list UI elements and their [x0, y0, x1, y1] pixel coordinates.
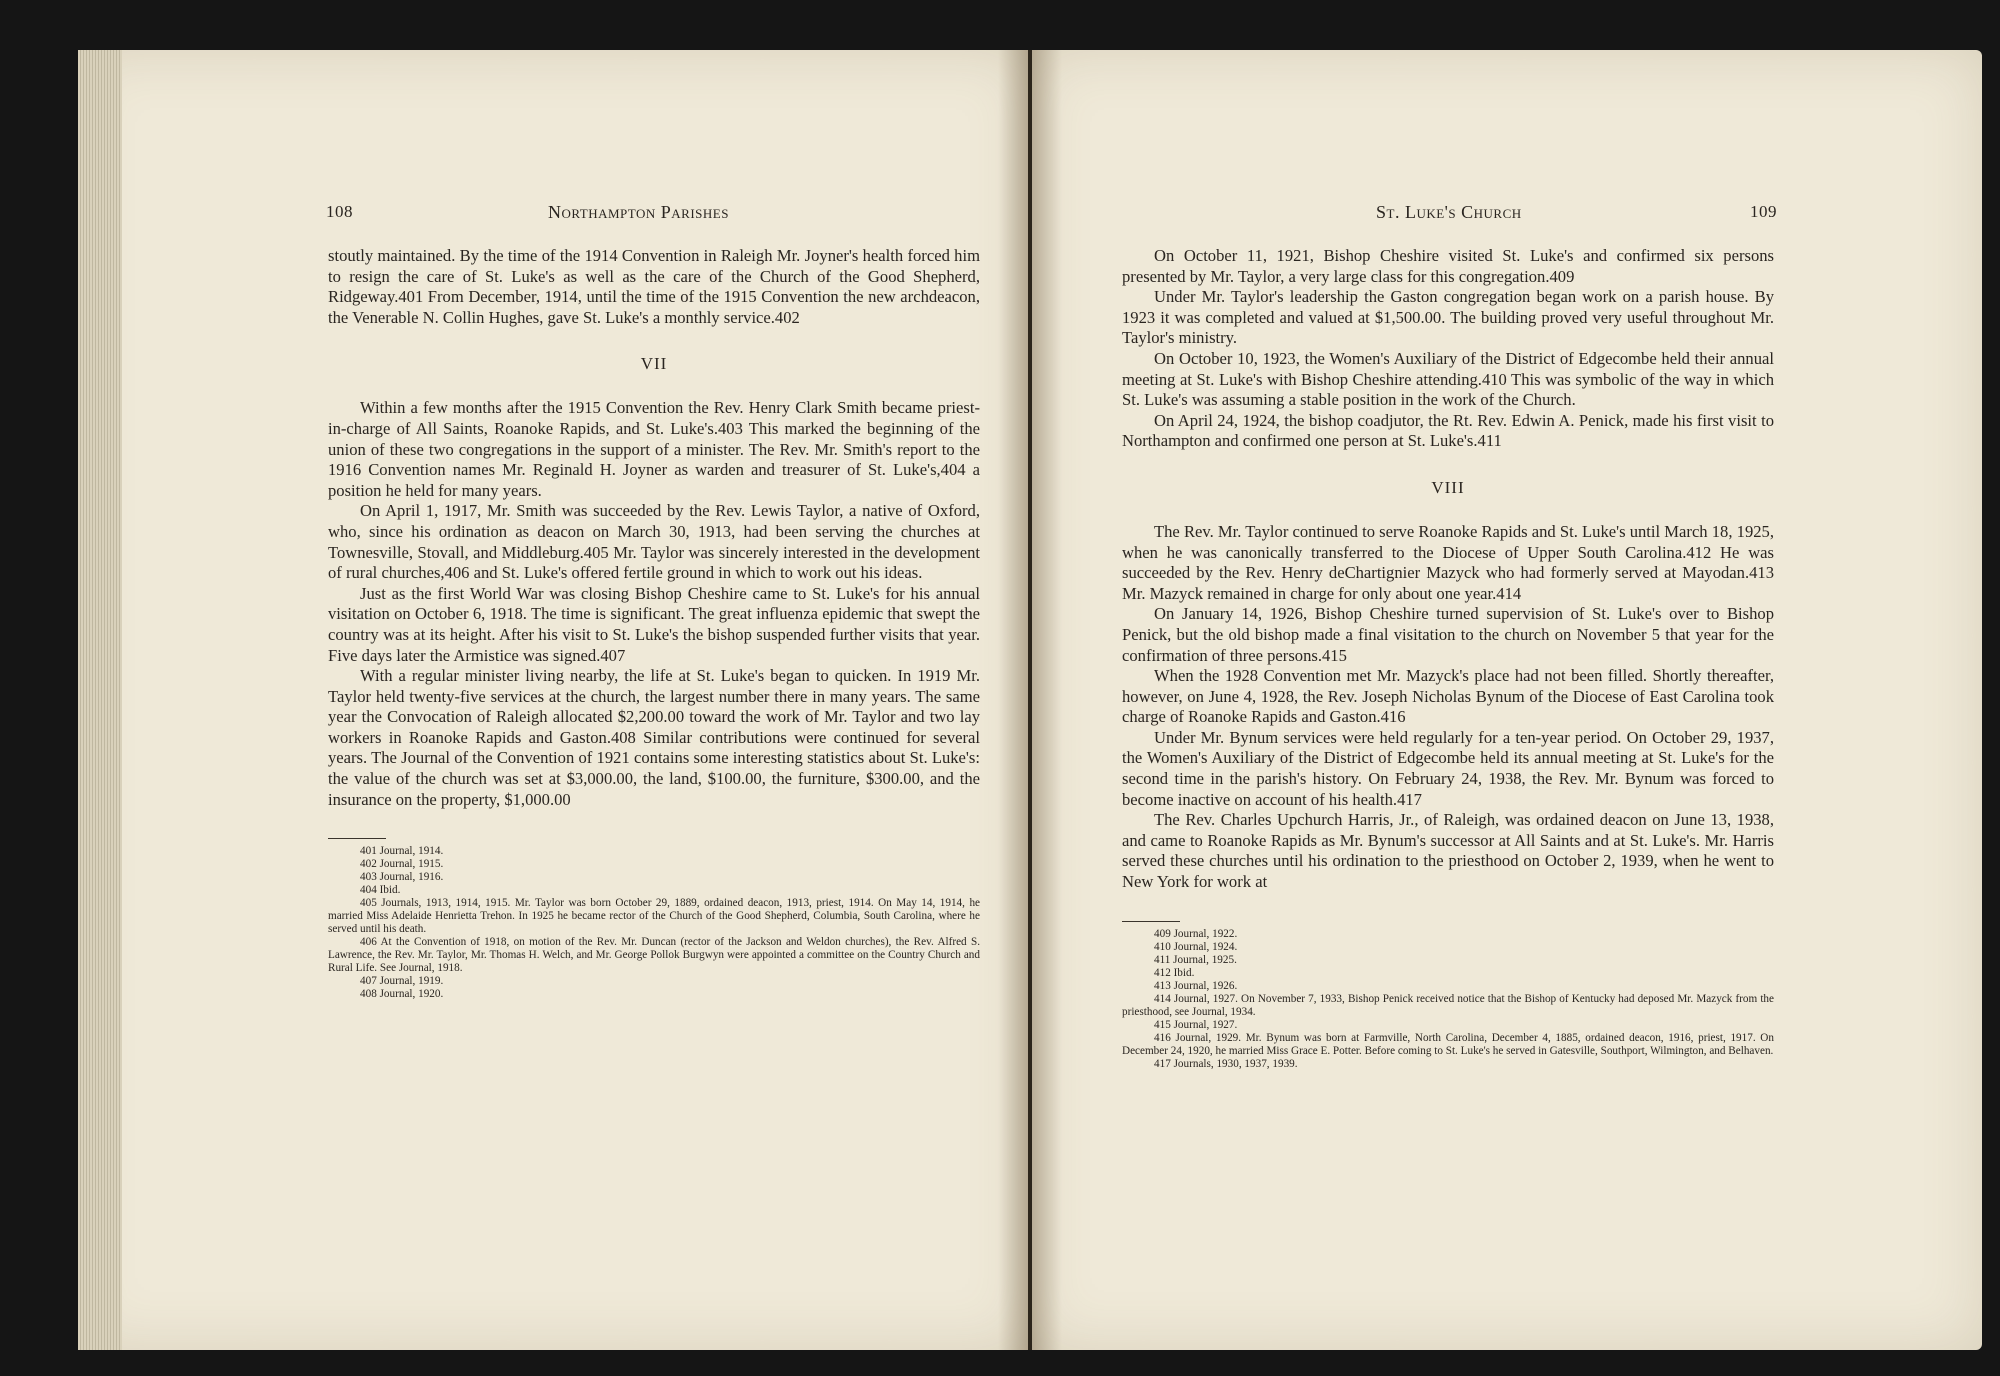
footnote: 409 Journal, 1922. — [1154, 927, 1238, 940]
left-body — [328, 246, 980, 1001]
footnote: 401 Journal, 1914. — [360, 845, 444, 858]
paragraph: The Rev. Charles Upchurch Harris, Jr., of Raleigh, was ordained deacon on June 13, 1938, and came to Roanoke Rapids as Mr. Bynum's successor at All Saints and at St. Luke's. Mr. Harris served these churches until his ordination to the priesthood on October 2, 1939, when he went to New York for work at — [1122, 810, 1774, 892]
footnote: 416 Journal, 1929. Mr. Bynum was born at Farmville, North Carolina, December 4, 1885, ordained deacon, 1916, priest, 1917. On December 24, 1920, he married Miss Grace E. Potter. Before coming to St. Luke's he served in Gatesville, Southport, Wilmington, and Belhaven. — [1122, 1031, 1774, 1057]
paragraph: On April 24, 1924, the bishop coadjutor, the Rt. Rev. Edwin A. Penick, made his first visit to Northampton and confirmed one person at St. Luke's.411 — [1122, 410, 1774, 451]
page-number: 108 — [326, 202, 353, 221]
open-book — [38, 40, 1962, 1362]
right-page — [1032, 50, 1982, 1350]
footnote-rule — [328, 838, 386, 839]
footnote: 408 Journal, 1920. — [360, 988, 444, 1001]
footnote: 412 Ibid. — [1154, 966, 1195, 979]
paragraph: With a regular minister living nearby, the life at St. Luke's began to quicken. In 1919 Mr. Taylor held twenty-five services at the church, the largest number there in many years. The same year the Convocation of Raleigh allocated $2,200.00 toward the work of Mr. Taylor and two lay workers in Roanoke Rapids and Gaston.408 Similar contributions were continued for several years. The Journal of the Convention of 1921 contains some interesting statistics about St. Luke's: the value of the church was set at $3,000.00, the land, $100.00, the furniture, $300.00, and the insurance on the property, $1,000.00 — [328, 666, 980, 809]
paragraph: On October 11, 1921, Bishop Cheshire visited St. Luke's and confirmed six persons presented by Mr. Taylor, a very large class for this congregation.409 — [1122, 246, 1774, 286]
footnote: 407 Journal, 1919. — [360, 975, 444, 988]
paragraph: Just as the first World War was closing Bishop Cheshire came to St. Luke's for his annual visitation on October 6, 1918. The time is significant. The great influenza epidemic that swept the country was at its height. After his visit to St. Luke's the bishop suspended further visits that year. Five days later the Armistice was signed.407 — [328, 583, 980, 665]
running-head-left — [78, 202, 1028, 226]
footnote: 404 Ibid. — [360, 884, 401, 897]
right-body — [1122, 246, 1774, 1071]
paragraph: On April 1, 1917, Mr. Smith was succeeded by the Rev. Lewis Taylor, a native of Oxford, who, since his ordination as deacon on March 30, 1913, had been serving the churches at Townesville, Stovall, and Middleburg.405 Mr. Taylor was sincerely interested in the development of rural churches,406 and St. Luke's offered fertile ground in which to work out his ideas. — [328, 501, 980, 583]
paragraph: On October 10, 1923, the Women's Auxiliary of the District of Edgecombe held their annual meeting at St. Luke's with Bishop Cheshire attending.410 This was symbolic of the way in which St. Luke's was assuming a stable position in the work of the Church. — [1122, 348, 1774, 410]
paragraph: The Rev. Mr. Taylor continued to serve Roanoke Rapids and St. Luke's until March 18, 1925, when he was canonically transferred to the Diocese of Upper South Carolina.412 He was succeeded by the Rev. Henry deChartignier Mazyck who had formerly served at Mayodan.413 Mr. Mazyck remained in charge for only about one year.414 — [1122, 521, 1774, 603]
running-head-right — [1032, 202, 1982, 226]
footnote: 417 Journals, 1930, 1937, 1939. — [1154, 1057, 1298, 1070]
paragraph: On January 14, 1926, Bishop Cheshire turned supervision of St. Luke's over to Bishop Penick, but the old bishop made a final visitation to the church on November 5 that year for the confirmation of three persons.415 — [1122, 604, 1774, 665]
footnote: 406 At the Convention of 1918, on motion of the Rev. Mr. Duncan (rector of the Jackson and Weldon churches), the Rev. Alfred S. Lawrence, the Rev. Mr. Taylor, Mr. Thomas H. Welch, and Mr. George Pollok Burgwyn were appointed a committee on the Country Church and Rural Life. See Journal, 1918. — [328, 936, 980, 975]
section-heading: VIII — [1431, 477, 1465, 497]
running-title: Northampton Parishes — [548, 202, 729, 222]
paragraph: When the 1928 Convention met Mr. Mazyck's place had not been filled. Shortly thereafter, however, on June 4, 1928, the Rev. Joseph Nicholas Bynum of the Diocese of East Carolina took charge of Roanoke Rapids and Gaston.416 — [1122, 666, 1774, 727]
footnote: 414 Journal, 1927. On November 7, 1933, Bishop Penick received notice that the Bishop of Kentucky had deposed Mr. Mazyck from the priesthood, see Journal, 1934. — [1122, 992, 1774, 1018]
footnote: 415 Journal, 1927. — [1154, 1018, 1238, 1031]
footnote: 403 Journal, 1916. — [360, 871, 444, 884]
running-title: St. Luke's Church — [1376, 202, 1522, 222]
footnote: 402 Journal, 1915. — [360, 858, 444, 871]
left-page — [78, 50, 1028, 1350]
footnote: 411 Journal, 1925. — [1154, 953, 1237, 966]
paragraph: Under Mr. Bynum services were held regularly for a ten-year period. On October 29, 1937, the Women's Auxiliary of the District of Edgecombe held its annual meeting at St. Luke's for the second time in the parish's history. On February 24, 1938, the Rev. Mr. Bynum was forced to become inactive on account of his health.417 — [1122, 727, 1774, 809]
paragraph: stoutly maintained. By the time of the 1914 Convention in Raleigh Mr. Joyner's health forced him to resign the care of St. Luke's as well as the care of the Church of the Good Shepherd, Ridgeway.401 From December, 1914, until the time of the 1915 Convention the new archdeacon, the Venerable N. Collin Hughes, gave St. Luke's a monthly service.402 — [328, 246, 980, 327]
page-edges — [78, 50, 122, 1350]
footnote: 410 Journal, 1924. — [1154, 940, 1238, 953]
footnote: 405 Journals, 1913, 1914, 1915. Mr. Taylor was born October 29, 1889, ordained deacon, 1913, priest, 1914. On May 14, 1914, he married Miss Adelaide Henrietta Trehon. In 1925 he became rector of the Church of the Good Shepherd, Columbia, South Carolina, where he served until his death. — [328, 897, 980, 936]
footnote-rule — [1122, 921, 1180, 922]
section-heading: VII — [640, 354, 668, 374]
book-gutter — [998, 50, 1062, 1350]
page-number: 109 — [1750, 202, 1777, 221]
paragraph: Within a few months after the 1915 Convention the Rev. Henry Clark Smith became priest-in-charge of All Saints, Roanoke Rapids, and St. Luke's.403 This marked the beginning of the union of these two congregations in the support of a minister. The Rev. Mr. Smith's report to the 1916 Convention names Mr. Reginald H. Joyner as warden and treasurer of St. Luke's,404 a position he held for many years. — [328, 398, 980, 500]
footnote: 413 Journal, 1926. — [1154, 979, 1238, 992]
paragraph: Under Mr. Taylor's leadership the Gaston congregation began work on a parish house. By 1923 it was completed and valued at $1,500.00. The building proved very useful throughout Mr. Taylor's ministry. — [1122, 287, 1774, 348]
